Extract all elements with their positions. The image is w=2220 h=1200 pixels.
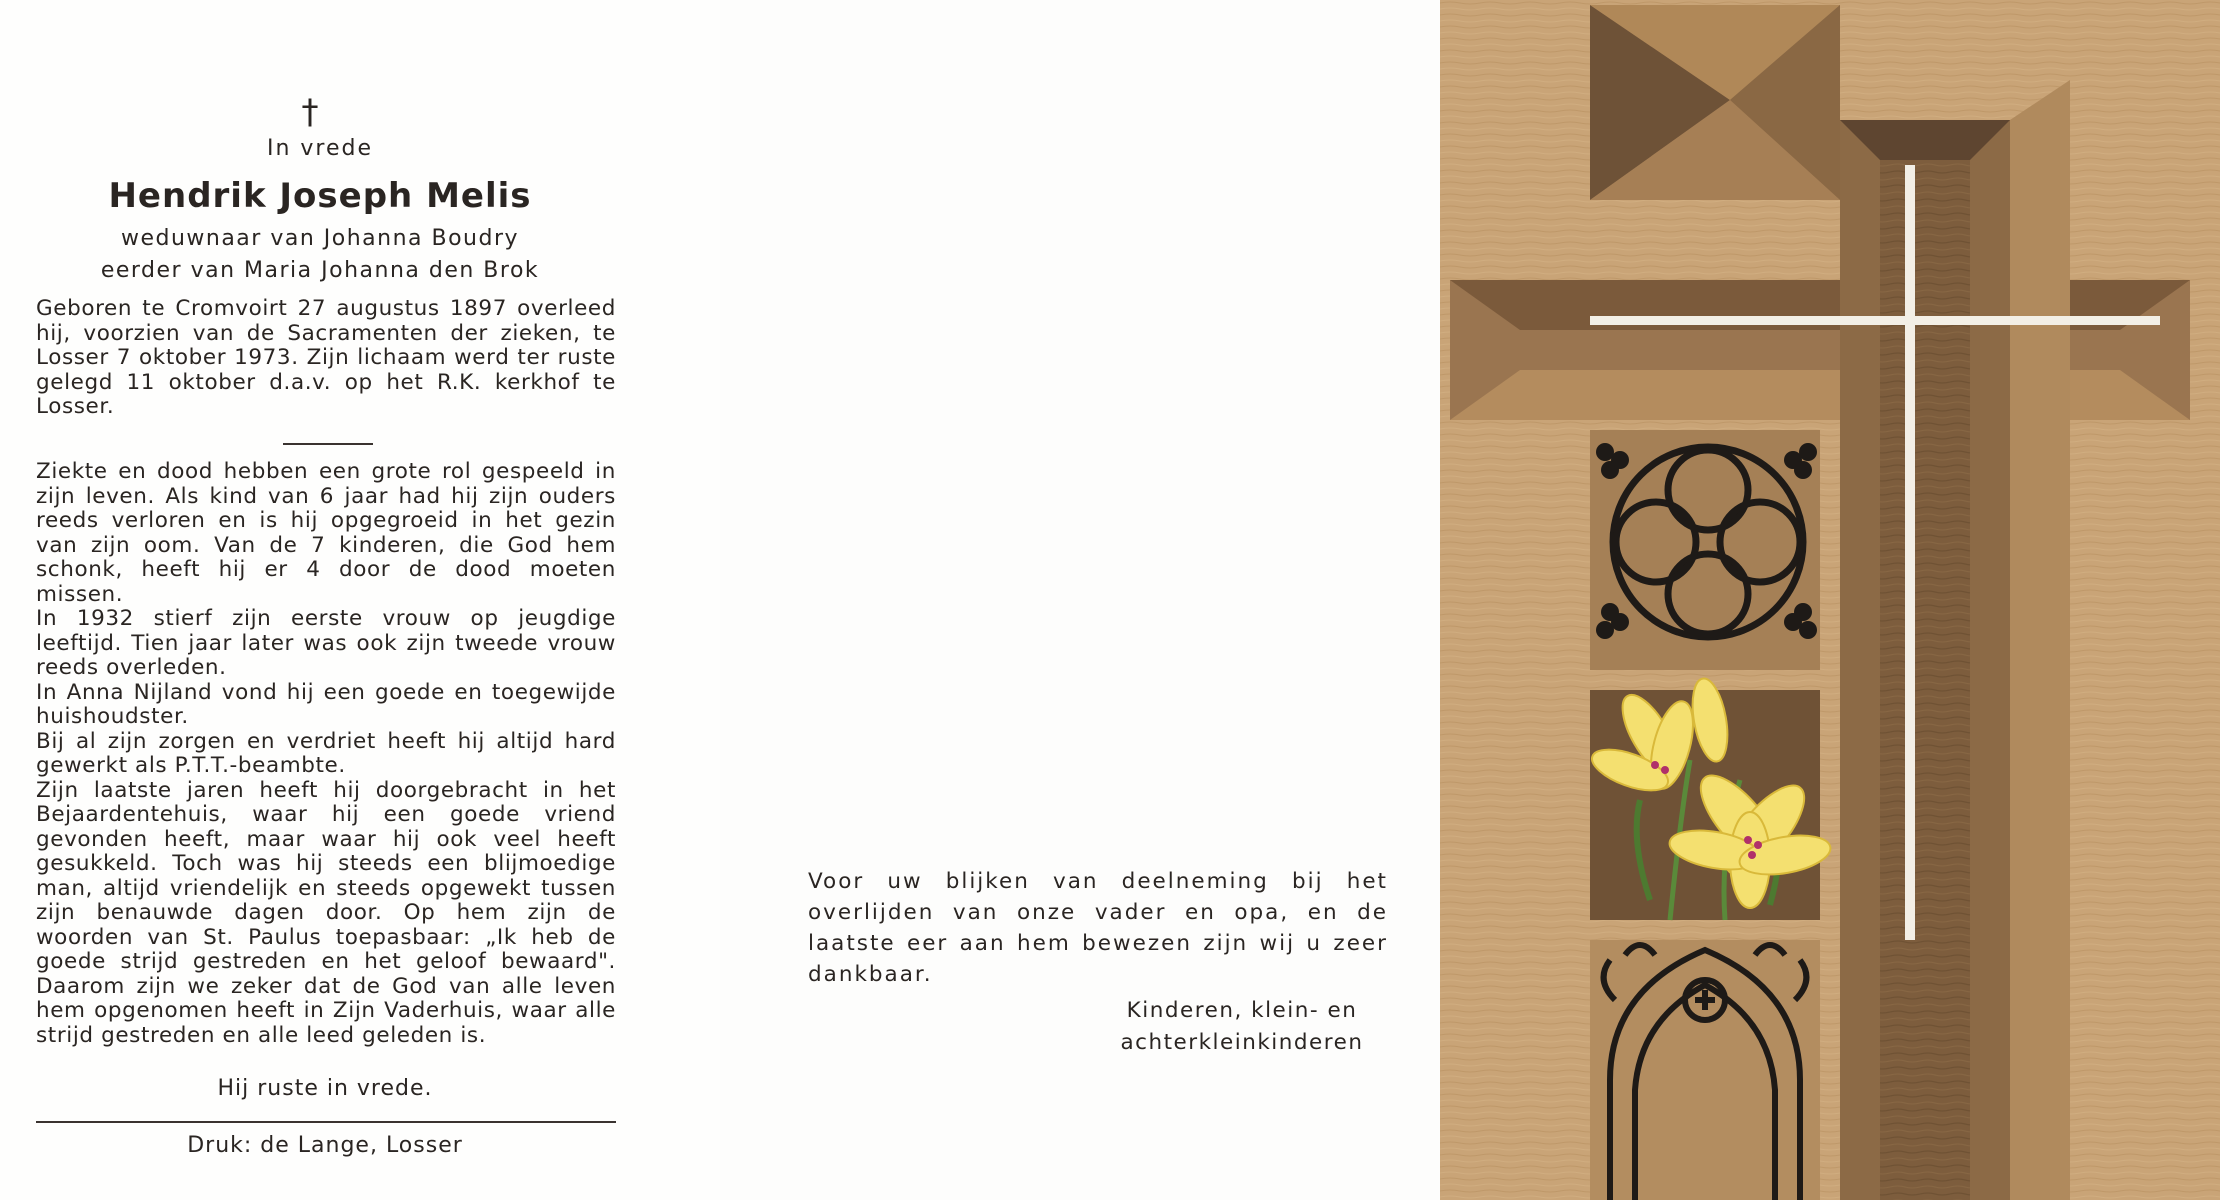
beam-bottom-facet [1450,370,2190,420]
cross-symbol: † [301,92,319,132]
birth-death-paragraph: Geboren te Cromvoirt 27 augustus 1897 overleed hij, voorzien van de Sacramenten der zieken, te Losser 7 oktober 1973. Zijn lichaam werd ter ruste gelegd 11 oktober d.a.v. op het R.K. kerkhof te Losser. [36,296,616,419]
inlay-cross-vertical [1905,165,1915,940]
deceased-name: Hendrik Joseph Melis [108,176,532,216]
thank-you-panel [720,0,1440,1200]
printer-credit: Druk: de Lange, Losser [187,1133,463,1158]
thank-you-text: Voor uw blijken van deelneming bij het overlijden van onze vader en opa, en de laatste eer aan hem bewezen zijn wij u zeer dankbaar. [808,869,1388,987]
biography-paragraph: Ziekte en dood hebben een grote rol gespeeld in zijn leven. Als kind van 6 jaar had hij zijn ouders reeds verloren en is hij opgegroeid in het gezin van zijn oom. Van de 7 kinderen, die God hem schonk, heeft hij er 4 door de dood moeten missen. In 1932 stierf zijn eerste vrouw op jeugdige leeftijd. Tien jaar later was ook zijn tweede vrouw reeds overleden. In Anna Nijland vond hij een goede en toegewijde huishoudster. Bij al zijn zorgen en verdriet heeft hij altijd hard gewerkt als P.T.T.-beambte. Zijn laatste jaren heeft hij doorgebracht in het Bejaardentehuis, waar hij een goede vriend gevonden heeft, maar waar hij ook veel heeft gesukkeld. Toch was hij steeds een blijmoedige man, altijd vriendelijk en steeds opgewekt tussen zijn benauwde dagen door. Op hem zijn de woorden van St. Paulus toepasbaar: „Ik heb de goede strijd gestreden en het geloof bewaard". Daarom zijn we zeker dat de God van alle leven hem opgenomen heeft in Zijn Vaderhuis, waar alle strijd gestreden en alle leed geleden is. [36,459,616,1048]
inlay-cross-horizontal [1590,316,2160,325]
short-divider [283,443,373,445]
signature-line-1: Kinderen, klein- en [1126,998,1358,1023]
wood-inlay-cross-artwork [1440,0,2220,1200]
cross-artwork-panel [1440,0,2220,1200]
long-divider [36,1121,616,1123]
heading-in-vrede: In vrede [266,136,374,161]
closing-blessing: Hij ruste in vrede. [217,1076,433,1101]
shaft-side [2010,80,2070,1200]
widower-line: weduwnaar van Johanna Boudry [120,226,520,251]
signature-line-2: achterkleinkinderen [1120,1030,1364,1055]
previous-spouse-line: eerder van Maria Johanna den Brok [100,258,540,283]
memorial-text-panel [0,0,720,1200]
